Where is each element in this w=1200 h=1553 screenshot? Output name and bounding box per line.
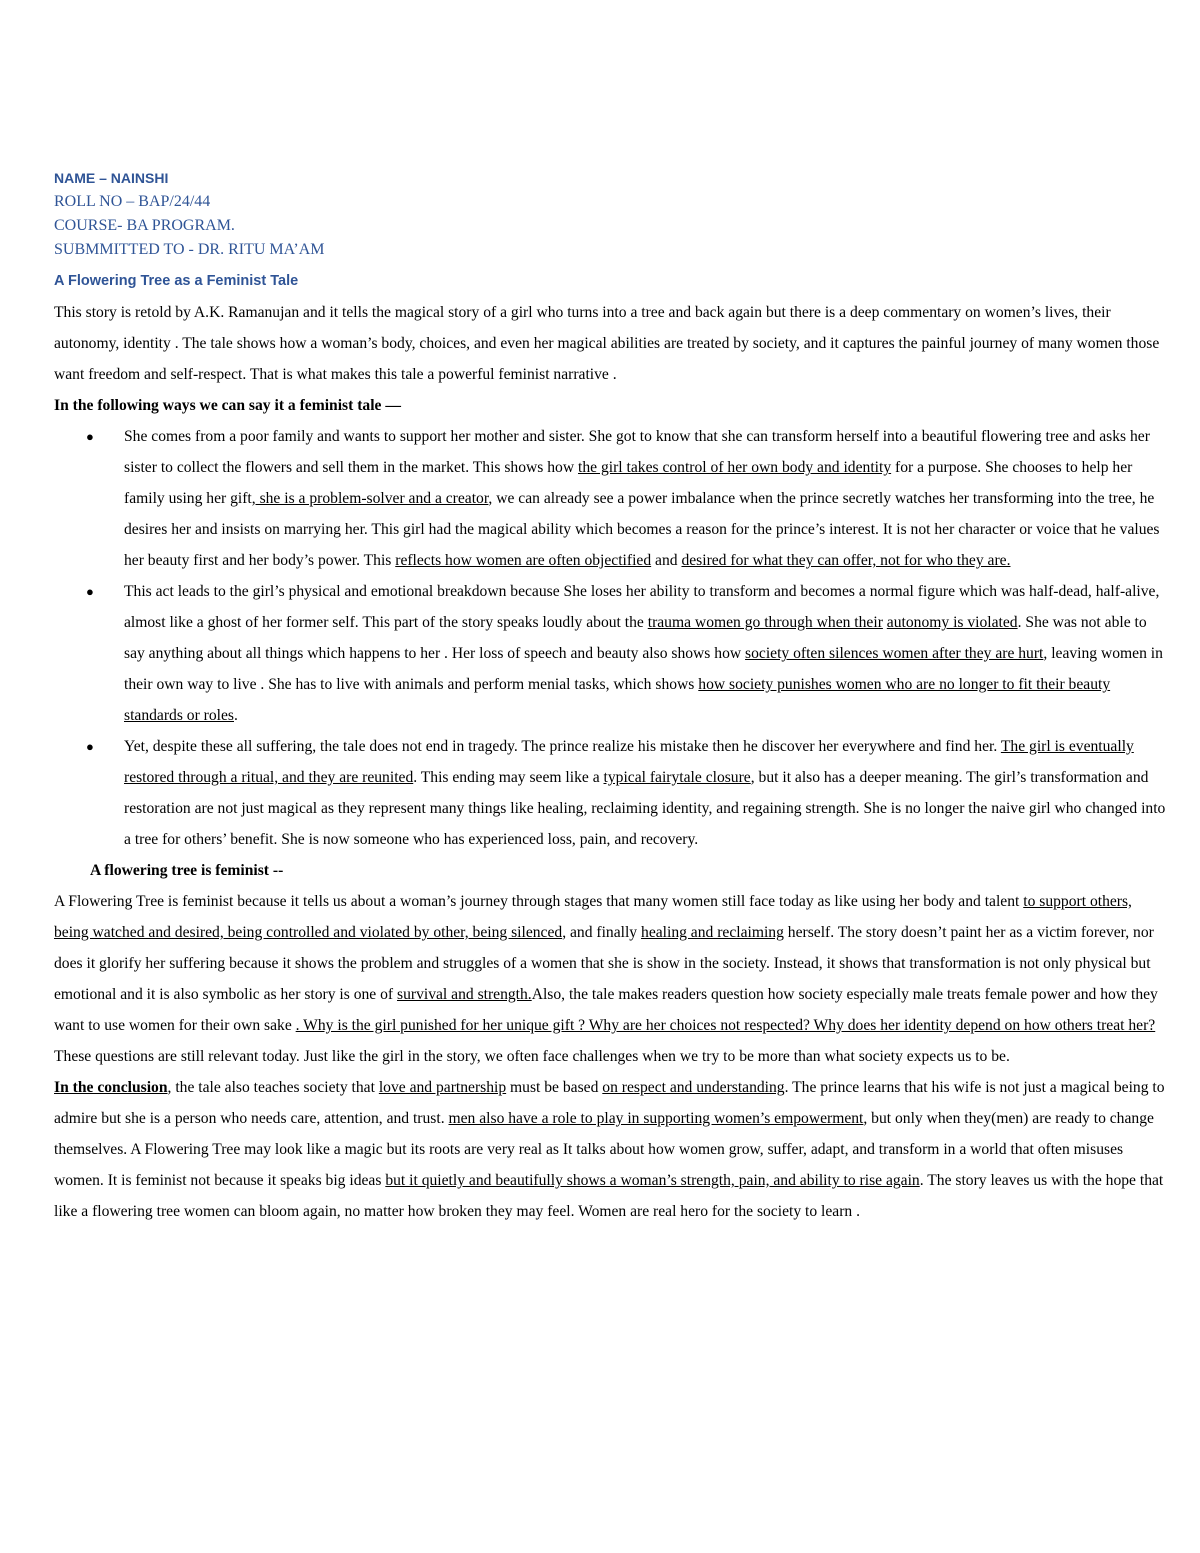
underlined-text: survival and strength. [397, 986, 532, 1003]
underlined-text: healing and reclaiming [641, 924, 784, 941]
conclusion-paragraph [54, 1072, 1166, 1227]
feminist-paragraph [54, 886, 1166, 1072]
text-run: These questions are still relevant today. Just like the girl in the story, we often face challenges when we try to be more than what society expects us to be. [54, 1048, 1010, 1065]
text-run: , but it also has a deeper meaning. The girl’s transformation and restoration are not just magical as they represent many things like healing, reclaiming identity, and regaining strength. She is no longer the naive girl who changed into a tree for others’ benefit. She is now someone who has experienced loss, pain, and recovery. [124, 769, 1166, 848]
text-run: Also, the tale makes readers question how society especially male treats female power and how they want to use women for their own sake [54, 986, 1158, 1034]
text-run: , the tale also teaches society that [167, 1079, 379, 1096]
underlined-text: but it quietly and beautifully shows a woman’s strength, pain, and ability to rise again [385, 1172, 920, 1189]
text-run: She comes from a poor family and wants to support her mother and sister. She got to know that she can transform herself into a beautiful flowering tree and asks her sister to collect the flowers and sell them in the market. This shows how [124, 428, 1150, 476]
text-run: Yet, despite these all suffering, the tale does not end in tragedy. The prince realize his mistake then he discover her everywhere and find her. [124, 738, 1001, 755]
text-run: , leaving women in their own way to live . She has to live with animals and perform menial tasks, which shows [124, 645, 1163, 693]
ways-heading: In the following ways we can say it a feminist tale — [54, 397, 401, 414]
text-run: , we can already see a power imbalance when the prince secretly watches her transforming into the tree, he desires her and insists on marrying her. This girl had the magical ability which becomes a reason for the prince’s interest. It is not her character or voice that he values her beauty first and her body’s power. This [124, 490, 1160, 569]
text-run: . The prince learns that his wife is not just a magical being to admire but she is a person who needs care, attention, and trust. [54, 1079, 1165, 1127]
text-run: , and finally [562, 924, 642, 941]
bullet-icon: ● [86, 429, 94, 444]
submitted-to: SUBMMITTED TO - DR. RITU MA’AM [54, 241, 325, 258]
text-run: . She was not able to say anything about all things which happens to her . Her loss of speech and beauty also shows how [124, 614, 1147, 662]
text-run: A Flowering Tree is feminist because it tells us about a woman’s journey through stages that many women still face today as like using her body and talent [54, 893, 1024, 910]
feminist-heading: A flowering tree is feminist -- [90, 862, 284, 879]
underlined-text: on respect and understanding [602, 1079, 785, 1096]
underlined-text: society often silences women after they are hurt [745, 645, 1044, 662]
course: COURSE- BA PROGRAM. [54, 217, 235, 234]
document-title: A Flowering Tree as a Feminist Tale [54, 273, 299, 289]
underlined-text: how society punishes women who are no longer to fit their beauty standards or roles [124, 676, 1111, 724]
underlined-text: men also have a role to play in supporting women’s empowerment [448, 1110, 864, 1127]
text-run: herself. The story doesn’t paint her as a victim forever, nor does it glorify her suffering because it shows the problem and struggles of a women that she is show in the society. Instead, it shows that transformation is not only physical but emotional and it is also symbolic as her story is one of [54, 924, 1154, 1003]
underlined-text: love and partnership [378, 1079, 507, 1096]
bullet-icon: ● [86, 584, 94, 599]
text-run: . This ending may seem like a [413, 769, 604, 786]
text-run: for a purpose. She chooses to help her family using her gift [124, 459, 1133, 507]
list-item [86, 421, 1166, 576]
list-item [86, 576, 1166, 731]
underlined-text: the girl takes control of her own body and identity [578, 459, 892, 476]
list-item [86, 731, 1166, 855]
underlined-text: reflects how women are often objectified [395, 552, 652, 569]
bullet-icon: ● [86, 739, 94, 754]
underlined-text: The girl is eventually restored through a ritual, and they are reunited [124, 738, 1134, 786]
intro-paragraph: This story is retold by A.K. Ramanujan and it tells the magical story of a girl who turns into a tree and back again but there is a deep commentary on women’s lives, their autonomy, identity . The tale shows how a woman’s body, choices, and even her magical abilities are treated by society, and it captures the painful journey of many women those want freedom and self-respect. That is what makes this tale a powerful feminist narrative . [54, 304, 1160, 383]
underlined-text: to support others, being watched and desired, being controlled and violated by other, being silenced [54, 893, 1132, 941]
document-body [54, 297, 1166, 1227]
text-run: . [234, 707, 238, 724]
underlined-text: autonomy is violated [886, 614, 1018, 631]
underlined-text: trauma women go through when their [647, 614, 883, 631]
underlined-text: , she is a problem-solver and a creator [251, 490, 489, 507]
feminist-points-list [54, 421, 1166, 855]
conclusion-lead: In the conclusion [54, 1079, 168, 1096]
text-run: This act leads to the girl’s physical and emotional breakdown because She loses her ability to transform and becomes a normal figure which was half-dead, half-alive, almost like a ghost of her former self. This part of the story speaks loudly about the [124, 583, 1160, 631]
roll-number: ROLL NO – BAP/24/44 [54, 193, 211, 210]
student-header [54, 166, 325, 262]
underlined-text: typical fairytale closure [603, 769, 751, 786]
underlined-text: desired for what they can offer, not for who they are. [681, 552, 1011, 569]
text-run: . The story leaves us with the hope that like a flowering tree women can bloom again, no matter how broken they may feel. Women are real hero for the society to learn . [54, 1172, 1164, 1220]
text-run: and [651, 552, 682, 569]
text-run: must be based [506, 1079, 603, 1096]
student-name: NAME – NAINSHI [54, 170, 169, 186]
text-run: , but only when they(men) are ready to change themselves. A Flowering Tree may look like a magic but its roots are very real as It talks about how women grow, suffer, adapt, and transform in a world that often misuses women. It is feminist not because it speaks big ideas [54, 1110, 1154, 1189]
underlined-text: . Why is the girl punished for her unique gift ? Why are her choices not respected? Why does her identity depend on how others treat her? [295, 1017, 1156, 1034]
